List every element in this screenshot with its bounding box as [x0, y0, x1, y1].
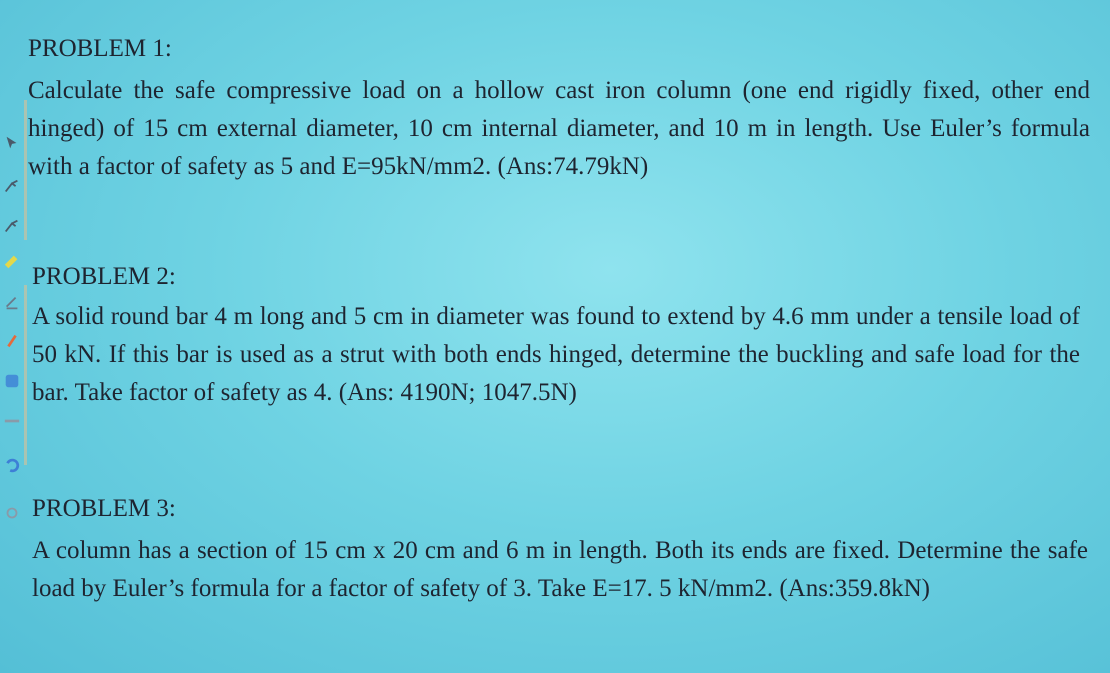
- problem-text: Calculate the safe compressive load on a hollow cast iron column (one end rigidly fixed, other end hinged) of 15 cm external diameter, 10 cm internal diameter, and 10 m in length. Use Euler’s formula with a factor of safety as 5 and E=95kN/mm2. (Ans:74.79kN): [28, 77, 1090, 180]
- laser-icon[interactable]: [2, 177, 22, 197]
- annotation-toolbar: [0, 125, 26, 545]
- problem-heading: PROBLEM 3:: [32, 495, 176, 522]
- marker-icon[interactable]: [2, 331, 22, 351]
- line-icon[interactable]: [2, 411, 22, 431]
- pen-icon[interactable]: [2, 217, 22, 237]
- problem-3: [32, 494, 1088, 608]
- undo-icon[interactable]: [2, 455, 22, 475]
- problem-text: A solid round bar 4 m long and 5 cm in diameter was found to extend by 4.6 mm under a tensile load of 50 kN. If this bar is used as a strut with both ends hinged, determine the buckling and safe load for the bar. Take factor of safety as 4. (Ans: 4190N; 1047.5N): [32, 303, 1080, 406]
- settings-icon[interactable]: [2, 503, 22, 523]
- problem-text: A column has a section of 15 cm x 20 cm and 6 m in length. Both its ends are fixed. Determine the safe load by Euler’s formula for a factor of safety of 3. Take E=17. 5 kN/mm2. (Ans:359.8kN): [32, 537, 1088, 602]
- shape-icon[interactable]: [2, 371, 22, 391]
- problem-2: [32, 262, 1080, 412]
- problem-heading: PROBLEM 2:: [32, 263, 176, 290]
- selection-bracket: [24, 285, 32, 465]
- problem-1: [28, 34, 1090, 186]
- eraser-icon[interactable]: [2, 293, 22, 313]
- problem-heading: PROBLEM 1:: [28, 35, 172, 62]
- pointer-icon[interactable]: [2, 133, 22, 153]
- highlighter-icon[interactable]: [2, 251, 22, 271]
